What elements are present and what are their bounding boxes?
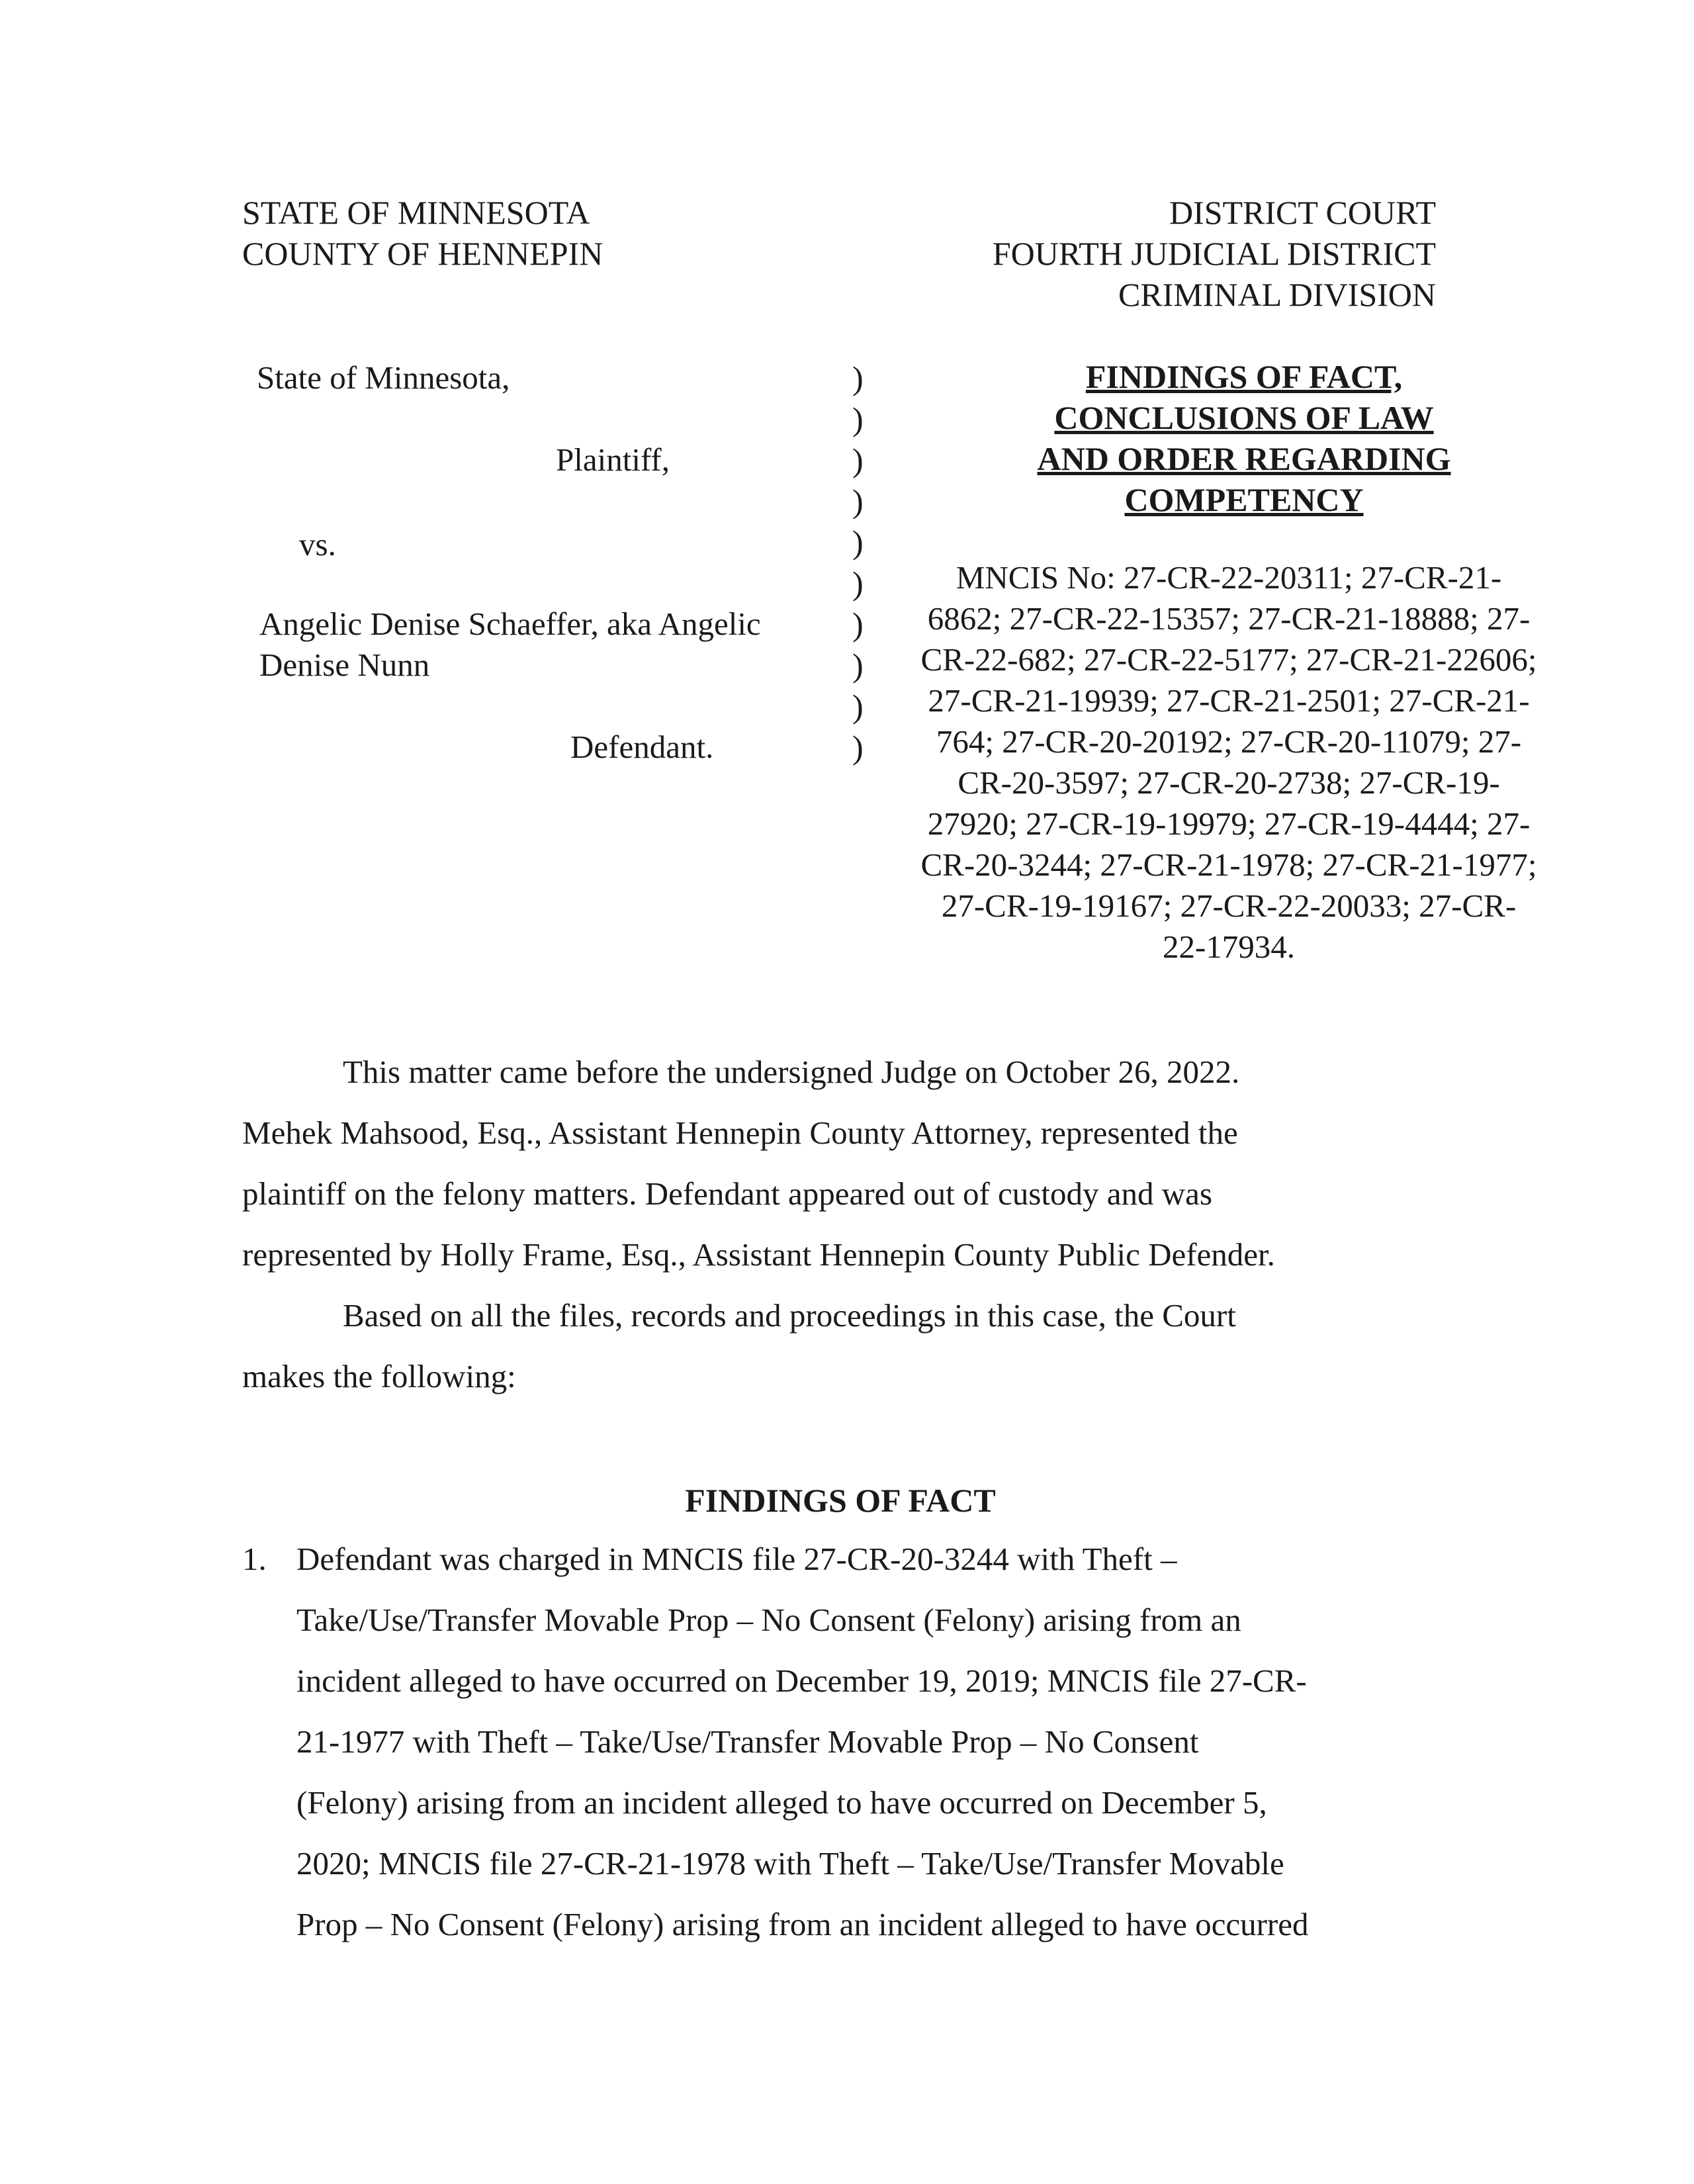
title-line: AND ORDER REGARDING xyxy=(1037,440,1451,477)
court-header-right xyxy=(953,192,1436,315)
caption-paren: ) xyxy=(852,359,864,396)
finding-line: 21-1977 with Theft – Take/Use/Transfer Movable Prop – No Consent xyxy=(296,1723,1199,1760)
caption-paren: ) xyxy=(852,523,864,561)
state-line: STATE OF MINNESOTA xyxy=(242,194,590,231)
caption-paren: ) xyxy=(852,606,864,643)
finding-line: Defendant was charged in MNCIS file 27-CR-20-3244 with Theft – xyxy=(296,1541,1177,1577)
mncis-line: 27-CR-19-19167; 27-CR-22-20033; 27-CR- xyxy=(941,887,1517,924)
plaintiff-role: Plaintiff, xyxy=(556,441,670,478)
plaintiff-name: State of Minnesota, xyxy=(257,359,510,396)
district-court-line: DISTRICT COURT xyxy=(1169,194,1436,231)
findings-heading: FINDINGS OF FACT xyxy=(685,1482,996,1519)
finding-1-number: 1. xyxy=(242,1541,267,1577)
title-line: FINDINGS OF FACT, xyxy=(1085,358,1403,395)
caption-paren: ) xyxy=(852,647,864,684)
intro-line: This matter came before the undersigned Judge on October 26, 2022. xyxy=(343,1054,1240,1090)
mncis-line: CR-20-3244; 27-CR-21-1978; 27-CR-21-1977; xyxy=(920,846,1537,883)
mncis-line: MNCIS No: 27-CR-22-20311; 27-CR-21- xyxy=(956,559,1502,596)
title-line: CONCLUSIONS OF LAW xyxy=(1054,399,1434,436)
finding-line: Take/Use/Transfer Movable Prop – No Consent (Felony) arising from an xyxy=(296,1602,1241,1638)
mncis-line: 764; 27-CR-20-20192; 27-CR-20-11079; 27- xyxy=(936,723,1522,760)
intro-line: represented by Holly Frame, Esq., Assistant Hennepin County Public Defender. xyxy=(242,1236,1275,1273)
defendant-name-line-1: Angelic Denise Schaeffer, aka Angelic xyxy=(259,606,761,642)
mncis-line: 27920; 27-CR-19-19979; 27-CR-19-4444; 27- xyxy=(927,805,1531,842)
intro-paragraph-1 xyxy=(242,1042,1275,1407)
finding-line: 2020; MNCIS file 27-CR-21-1978 with Theft – Take/Use/Transfer Movable xyxy=(296,1845,1284,1882)
division-line: CRIMINAL DIVISION xyxy=(1118,276,1436,313)
mncis-case-numbers xyxy=(901,557,1556,968)
mncis-line: 6862; 27-CR-22-15357; 27-CR-21-18888; 27- xyxy=(927,600,1531,637)
defendant-role: Defendant. xyxy=(570,729,714,765)
defendant-name xyxy=(259,604,761,686)
mncis-line: 27-CR-21-19939; 27-CR-21-2501; 27-CR-21- xyxy=(928,682,1530,719)
county-line: COUNTY OF HENNEPIN xyxy=(242,235,603,272)
finding-line: (Felony) arising from an incident alleged to have occurred on December 5, xyxy=(296,1784,1267,1821)
court-header-left xyxy=(242,192,603,274)
finding-line: Prop – No Consent (Felony) arising from an incident alleged to have occurred xyxy=(296,1906,1309,1942)
versus-label: vs. xyxy=(299,526,336,563)
intro-line: makes the following: xyxy=(242,1358,516,1394)
mncis-line: 22-17934. xyxy=(1162,929,1296,965)
caption-paren: ) xyxy=(852,441,864,478)
caption-paren: ) xyxy=(852,565,864,602)
caption-paren: ) xyxy=(852,729,864,766)
judicial-district-line: FOURTH JUDICIAL DISTRICT xyxy=(992,235,1436,272)
defendant-name-line-2: Denise Nunn xyxy=(259,647,430,683)
mncis-line: CR-20-3597; 27-CR-20-2738; 27-CR-19- xyxy=(958,764,1500,801)
caption-paren: ) xyxy=(852,482,864,520)
finding-line: incident alleged to have occurred on December 19, 2019; MNCIS file 27-CR- xyxy=(296,1662,1307,1699)
finding-1-text xyxy=(296,1529,1308,1955)
caption-paren: ) xyxy=(852,688,864,725)
intro-line: Mehek Mahsood, Esq., Assistant Hennepin County Attorney, represented the xyxy=(242,1115,1238,1151)
mncis-line: CR-22-682; 27-CR-22-5177; 27-CR-21-22606; xyxy=(920,641,1537,678)
intro-line: Based on all the files, records and proceedings in this case, the Court xyxy=(343,1297,1236,1334)
caption-divider xyxy=(852,357,864,768)
intro-line: plaintiff on the felony matters. Defendant appeared out of custody and was xyxy=(242,1175,1212,1212)
document-title xyxy=(993,356,1495,520)
caption-paren: ) xyxy=(852,400,864,437)
title-line: COMPETENCY xyxy=(1124,481,1364,518)
